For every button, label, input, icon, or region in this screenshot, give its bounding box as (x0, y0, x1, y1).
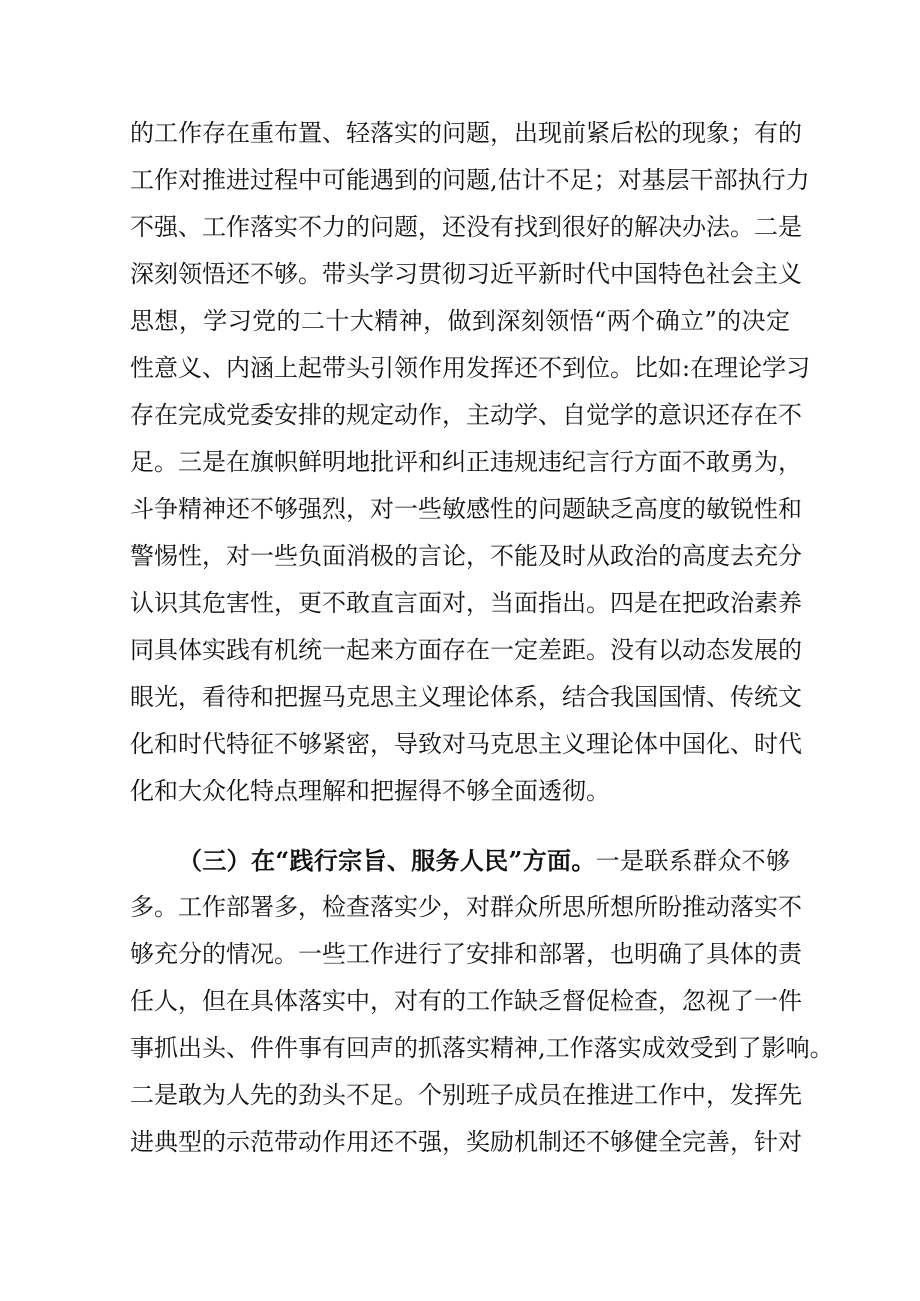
text-line: 多。工作部署多，检查落实少，对群众所思所想所盼推动落实不 (130, 893, 802, 921)
text-line: 足。三是在旗帜鲜明地批评和纠正违规违纪言行方面不敢勇为， (130, 448, 802, 476)
text-line: 任人，但在具体落实中，对有的工作缺乏督促检查，忽视了一件 (130, 987, 802, 1015)
text-run: 一是联系群众不够 (595, 847, 791, 875)
text-line: 眼光，看待和把握马克思主义理论体系，结合我国国情、传统文 (130, 683, 802, 711)
text-line: 进典型的示范带动作用还不强，奖励机制还不够健全完善，针对 (130, 1128, 802, 1156)
text-line: 斗争精神还不够强烈，对一些敏感性的问题缺乏高度的敏锐性和 (130, 495, 802, 523)
text-line: 够充分的情况。一些工作进行了安排和部署，也明确了具体的责 (130, 940, 802, 968)
text-line: 化和时代特征不够紧密，导致对马克思主义理论体中国化、时代 (130, 730, 802, 758)
text-line: 二是敢为人先的劲头不足。个别班子成员在推进工作中，发挥先 (130, 1081, 802, 1109)
text-line: 化和大众化特点理解和把握得不够全面透彻。 (130, 777, 610, 805)
text-line: 的工作存在重布置、轻落实的问题，出现前紧后松的现象；有的 (130, 119, 802, 147)
text-line: 工作对推进过程中可能遇到的问题,估计不足；对基层干部执行力 (130, 166, 810, 194)
section-heading-line (130, 837, 790, 884)
text-line: 思想，学习党的二十大精神，做到深刻领悟“两个确立”的决定 (130, 307, 790, 335)
text-line: 警惕性，对一些负面消极的言论，不能及时从政治的高度去充分 (130, 542, 802, 570)
text-line: 性意义、内涵上起带头引领作用发挥还不到位。比如:在理论学习 (130, 354, 811, 382)
text-line: 同具体实践有机统一起来方面存在一定差距。没有以动态发展的 (130, 636, 802, 664)
section-heading: （三）在“践行宗旨、服务人民”方面。 (178, 846, 596, 875)
text-line: 事抓出头、件件事有回声的抓落实精神,工作落实成效受到了影响。 (130, 1034, 834, 1062)
text-line: 存在完成党委安排的规定动作，主动学、自觉学的意识还存在不 (130, 401, 802, 429)
paragraph-1 (130, 110, 811, 815)
text-line: 不强、工作落实不力的问题，还没有找到很好的解决办法。二是 (130, 213, 802, 241)
paragraph-2 (130, 837, 834, 1166)
text-line: 认识其危害性，更不敢直言面对，当面指出。四是在把政治素养 (130, 589, 802, 617)
text-line: 深刻领悟还不够。带头学习贯彻习近平新时代中国特色社会主义 (130, 260, 802, 288)
